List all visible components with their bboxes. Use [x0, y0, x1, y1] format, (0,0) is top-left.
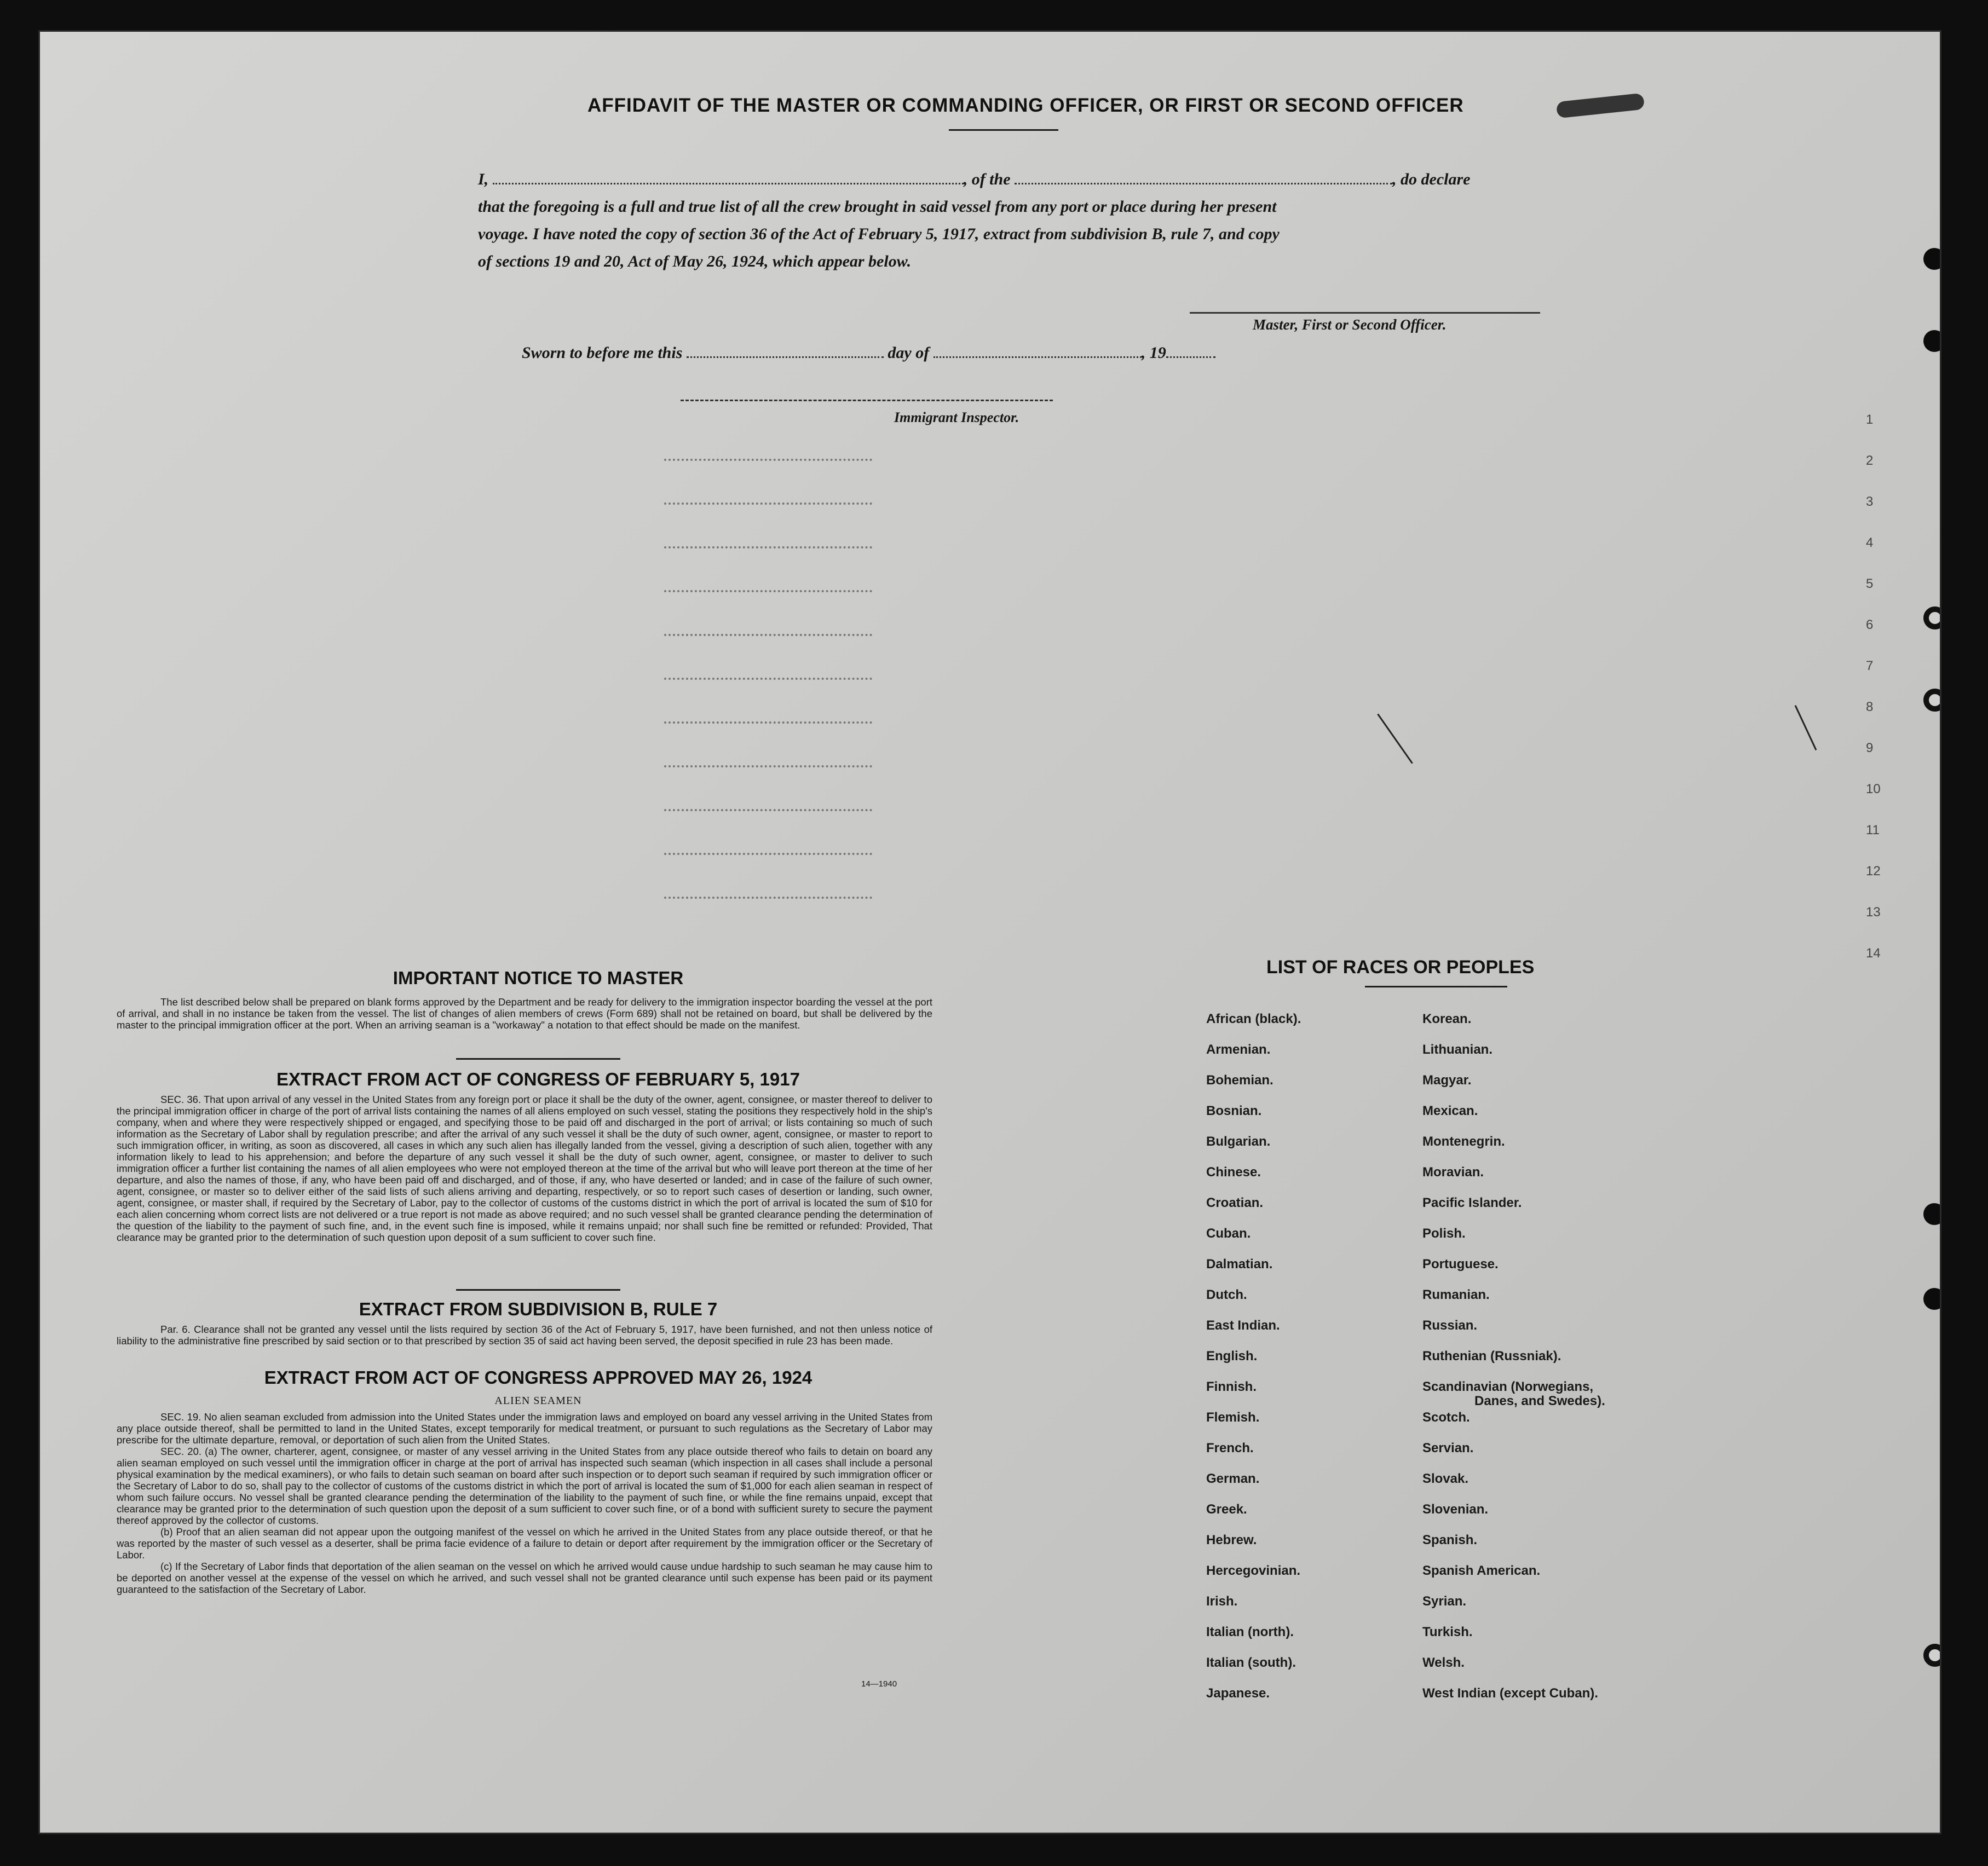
race-item: Syrian. [1422, 1594, 1467, 1609]
declaration-line-2: that the foregoing is a full and true list of all the crew brought in said vessel from any port or place during her present [478, 198, 1277, 216]
race-item: Slovenian. [1422, 1502, 1489, 1517]
rule-7-text: Par. 6. Clearance shall not be granted any vessel until the lists required by section 36 of the Act of February 5, 1917, have been furnished, and not then unless notice of liability to the administrative fine prescribed by said section or to that prescribed by section 35 of said act having been served, the deposit specified in rule 23 has been made. [117, 1324, 932, 1347]
bleed-dots [664, 678, 872, 680]
race-item: Italian (north). [1206, 1625, 1294, 1639]
race-item: Korean. [1422, 1012, 1472, 1026]
race-item: Spanish American. [1422, 1563, 1541, 1578]
edge-row-number: 4 [1866, 535, 1874, 550]
sworn-day-of: day of [888, 344, 930, 362]
race-item: Russian. [1422, 1318, 1478, 1333]
sworn-line [522, 344, 1215, 362]
form-number: 14—1940 [861, 1679, 897, 1689]
race-item: Danes, and Swedes). [1474, 1394, 1605, 1408]
race-item: African (black). [1206, 1012, 1301, 1026]
act-1917-title: EXTRACT FROM ACT OF CONGRESS OF FEBRUARY 5, 1917 [276, 1069, 800, 1089]
edge-row-number: 3 [1866, 494, 1874, 509]
edge-row-number: 5 [1866, 576, 1874, 591]
race-item: Hercegovinian. [1206, 1563, 1301, 1578]
declaration-line-4: of sections 19 and 20, Act of May 26, 1924, which appear below. [478, 252, 912, 270]
race-item: Polish. [1422, 1226, 1466, 1241]
race-item: Bohemian. [1206, 1073, 1274, 1088]
edge-row-number: 8 [1866, 700, 1874, 714]
race-item: Moravian. [1422, 1165, 1484, 1180]
race-item: Irish. [1206, 1594, 1238, 1609]
races-divider [1365, 986, 1507, 987]
race-item: Chinese. [1206, 1165, 1261, 1180]
bleed-dots [664, 721, 872, 724]
bleed-dots [664, 897, 872, 899]
race-item: Finnish. [1206, 1379, 1257, 1394]
edge-row-number: 7 [1866, 658, 1874, 673]
ink-mark [1556, 93, 1645, 119]
race-item: Hebrew. [1206, 1533, 1257, 1547]
race-item: German. [1206, 1471, 1260, 1486]
inspector-signature-line [681, 400, 1053, 401]
races-title: LIST OF RACES OR PEOPLES [1266, 957, 1535, 978]
edge-row-number: 12 [1866, 864, 1881, 879]
race-item: Mexican. [1422, 1104, 1478, 1118]
race-item: Ruthenian (Russniak). [1422, 1349, 1561, 1364]
edge-row-number: 13 [1866, 905, 1881, 920]
affidavit-title: AFFIDAVIT OF THE MASTER OR COMMANDING OFFICER, OR FIRST OR SECOND OFFICER [587, 95, 1464, 116]
edge-row-number: 10 [1866, 782, 1881, 796]
race-item: Turkish. [1422, 1625, 1473, 1639]
act-1924-body [117, 1411, 932, 1595]
declaration-text [478, 166, 1584, 275]
bleed-dots [664, 809, 872, 811]
decl-i: I, [478, 170, 489, 188]
master-signature-label: Master, First or Second Officer. [1253, 316, 1447, 333]
race-item: Croatian. [1206, 1195, 1264, 1210]
title-underline [949, 129, 1058, 131]
race-item: Lithuanian. [1422, 1042, 1493, 1057]
binder-hole [1923, 1644, 1941, 1667]
sec-20a-text: SEC. 20. (a) The owner, charterer, agent, consignee, or master of any vessel arriving in the United States from any place outside thereof who fails to detain on board any alien seaman employed on such vessel until the immigration officer in charge at the port of arrival has inspected such seaman (which inspection in all cases shall include a personal physical examination by the medical examiners), or who fails to detain such seaman on board after such inspection or to deport such seaman if required by such immigration officer or the Secretary of Labor to do so, shall pay to the collector of customs of the customs district in which the port of arrival is located the sum of $1,000 for each alien seaman in respect of whom such failure occurs. No vessel shall be granted clearance pending the determination of the liability to the payment of such fine, or while the fine remains unpaid, except that clearance may be granted prior to the determination of such question upon the deposit of a sum sufficient to cover such fine, or of a bond with sufficient surety to secure the payment thereof approved by the collector of customs. [117, 1446, 932, 1526]
race-item: East Indian. [1206, 1318, 1280, 1333]
binder-hole [1923, 606, 1941, 629]
bleed-dots [664, 502, 872, 505]
race-item: Bulgarian. [1206, 1134, 1271, 1149]
race-item: Rumanian. [1422, 1287, 1490, 1302]
bleed-dots [664, 459, 872, 461]
bleed-dots [664, 634, 872, 636]
race-item: Bosnian. [1206, 1104, 1262, 1118]
notice-divider [456, 1058, 620, 1060]
race-item: Italian (south). [1206, 1655, 1296, 1670]
pen-mark [1377, 714, 1413, 764]
race-item: Slovak. [1422, 1471, 1469, 1486]
bleed-dots [664, 765, 872, 767]
master-signature-line [1190, 312, 1540, 314]
race-item: Pacific Islander. [1422, 1195, 1522, 1210]
race-item: Portuguese. [1422, 1257, 1499, 1272]
decl-do-declare: , do declare [1392, 170, 1471, 188]
race-item: Montenegrin. [1422, 1134, 1505, 1149]
sworn-text: Sworn to before me this [522, 344, 683, 362]
edge-row-number: 11 [1866, 823, 1880, 837]
sworn-day-blank [687, 344, 884, 358]
vessel-blank [1015, 171, 1392, 184]
race-item: Spanish. [1422, 1533, 1478, 1547]
race-item: French. [1206, 1441, 1254, 1455]
act-1917-text: SEC. 36. That upon arrival of any vessel in the United States from any foreign port or place it shall be the duty of the owner, agent, consignee, or master thereof to deliver to the principal immigration officer in charge of the port of arrival lists containing the names of all aliens employed on such vessel, stating the positions they respectively hold in the ship's company, when and where they were respectively shipped or engaged, and specifying those to be paid off and discharged in the port of arrival; or lists containing so much of such information as the Secretary of Labor shall by regulation prescribe; and after the arrival of any such vessel it shall be the duty of such owner, agent, consignee, or master to report to such immigration officer, in writing, as soon as discovered, all cases in which any such alien has illegally landed from the vessel, giving a description of such alien, together with any information likely to lead to his apprehension; and before the departure of any such vessel it shall be the duty of such owner, agent, consignee, or master to deliver to such immigration officer a further list containing the names of all alien employees who were not employed thereon at the time of the arrival but who will leave port thereon at the time of her departure, and also the names of those, if any, who have been paid off and discharged, and of those, if any, who have deserted or landed; and in case of the failure of such owner, agent, consignee, or master so to deliver either of the said lists of such aliens arriving and departing, respectively, or so to report such cases of desertion or landing, such owner, agent, consignee, or master shall, if required by the Secretary of Labor, pay to the collector of customs of the customs district in which the port of arrival is located the sum of $10 for each alien concerning whom correct lists are not delivered or a true report is not made as above required; and no such vessel shall be granted clearance pending the determination of the question of the liability to the payment of such fine, and, in the event such fine is imposed, while it remains unpaid; nor shall such fine be remitted or refunded: Provided, That clearance may be granted prior to the determination of such question upon deposit of a sum sufficient to cover such fine. [117, 1094, 932, 1243]
document-page [38, 30, 1941, 1834]
notice-text: The list described below shall be prepared on blank forms approved by the Department and be ready for delivery to the immigration inspector boarding the vessel at the port of arrival, and shall in no instance be taken from the vessel. The list of changes of alien members of crews (Form 689) shall not be retained on board, but shall be delivered by the master to the principal immigration officer at the port. When an arriving seaman is a "workaway" a notation to that effect should be made on the manifest. [117, 996, 932, 1031]
race-item: Scandinavian (Norwegians, [1422, 1379, 1594, 1394]
race-item: Armenian. [1206, 1042, 1271, 1057]
name-blank [493, 171, 964, 184]
sec-19-text: SEC. 19. No alien seaman excluded from admission into the United States under the immigration laws and employed on board any vessel arriving in the United States from any place outside thereof, shall be permitted to land in the United States, except temporarily for medical treatment, or pursuant to such regulations as the Secretary of Labor may prescribe for the ultimate departure, removal, or deportation of such alien from the United States. [117, 1411, 932, 1446]
binder-hole [1923, 330, 1941, 352]
race-item: Magyar. [1422, 1073, 1472, 1088]
edge-row-number: 1 [1866, 412, 1874, 427]
bleed-dots [664, 546, 872, 548]
binder-hole [1923, 1203, 1941, 1225]
race-item: Welsh. [1422, 1655, 1465, 1670]
race-item: English. [1206, 1349, 1258, 1364]
edge-row-number: 14 [1866, 946, 1881, 961]
race-item: Scotch. [1422, 1410, 1470, 1425]
race-item: Flemish. [1206, 1410, 1260, 1425]
sec-20c-text: (c) If the Secretary of Labor finds that deportation of the alien seaman on the vessel on which he arrived would cause undue hardship to such seaman he may cause him to be deported on another vessel at the expense of the vessel on which he arrived, and such vessel shall not be granted clearance until such expense has been paid or its payment guaranteed to the satisfaction of the Secretary of Labor. [117, 1561, 932, 1595]
pen-mark [1795, 705, 1817, 750]
sworn-month-blank [934, 344, 1142, 358]
race-item: Dalmatian. [1206, 1257, 1273, 1272]
sec-20b-text: (b) Proof that an alien seaman did not appear upon the outgoing manifest of the vessel on which he arrived in the United States from any place outside thereof, or that he was reported by the master of such vessel as a deserter, shall be prima facie evidence of a failure to detain or deport after requirement by the immigration officer or the Secretary of Labor. [117, 1526, 932, 1561]
edge-row-number: 6 [1866, 617, 1874, 632]
bleed-dots [664, 853, 872, 855]
declaration-line-3: voyage. I have noted the copy of section 36 of the Act of February 5, 1917, extract from subdivision B, rule 7, and copy [478, 225, 1280, 243]
race-item: Dutch. [1206, 1287, 1247, 1302]
inspector-signature-label: Immigrant Inspector. [894, 409, 1019, 425]
race-item: Cuban. [1206, 1226, 1251, 1241]
decl-of-the: , of the [963, 170, 1011, 188]
rule-7-title: EXTRACT FROM SUBDIVISION B, RULE 7 [359, 1299, 718, 1319]
race-item: West Indian (except Cuban). [1422, 1686, 1598, 1701]
edge-row-number: 2 [1866, 453, 1874, 468]
sworn-year-blank [1166, 344, 1215, 358]
act-1924-title: EXTRACT FROM ACT OF CONGRESS APPROVED MAY 26, 1924 [264, 1367, 813, 1388]
binder-hole [1923, 1288, 1941, 1310]
race-item: Servian. [1422, 1441, 1474, 1455]
declaration-line-1 [478, 166, 1584, 193]
race-item: Greek. [1206, 1502, 1247, 1517]
bleed-dots [664, 590, 872, 592]
edge-row-number: 9 [1866, 741, 1874, 755]
binder-hole [1923, 248, 1941, 270]
act-1917-divider [456, 1289, 620, 1291]
act-1924-subtitle: ALIEN SEAMEN [494, 1395, 582, 1407]
sworn-year: , 19 [1141, 344, 1166, 362]
race-item: Japanese. [1206, 1686, 1270, 1701]
binder-hole [1923, 689, 1941, 712]
notice-title: IMPORTANT NOTICE TO MASTER [393, 968, 684, 988]
